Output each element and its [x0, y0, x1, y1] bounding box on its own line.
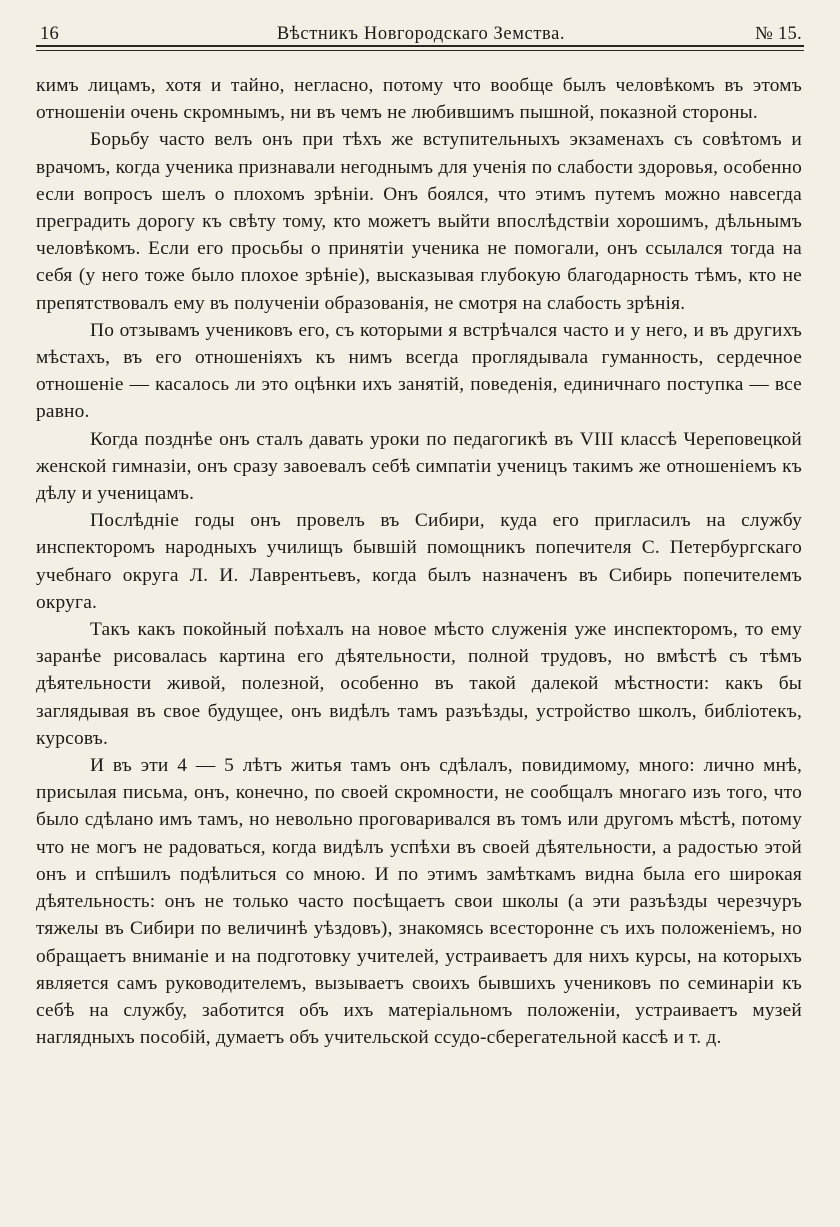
paragraph: Послѣдніе годы онъ провелъ въ Сибири, куда его пригласилъ на службу инспекторомъ народныхъ училищъ бывшій помощникъ попечителя С. Петербургскаго учебнаго округа Л. И. Лаврентьевъ, когда былъ назначенъ въ Сибирь попечителемъ округа.: [36, 510, 802, 613]
header-rule-thin: [36, 50, 804, 51]
paragraph: По отзывамъ учениковъ его, съ которыми я встрѣчался часто и у него, и въ другихъ мѣстахъ, въ его отношеніяхъ къ нимъ всегда проглядывала гуманность, сердечное отношеніе — касалось ли это оцѣнки ихъ занятій, поведенія, единичнаго поступка — все равно.: [36, 319, 802, 423]
journal-title: Вѣстникъ Новгородскаго Земства.: [276, 24, 566, 44]
header-rule-thick: [36, 45, 804, 47]
running-header: [40, 20, 802, 48]
issue-number: № 15.: [755, 24, 802, 44]
article-body: [36, 72, 802, 1051]
paragraph: Такъ какъ покойный поѣхалъ на новое мѣсто служенія уже инспекторомъ, то ему заранѣе рисовалась картина его дѣятельности, полной трудовъ, но вмѣстѣ съ тѣмъ дѣятельности живой, полезной, особенно въ такой далекой мѣстности: какъ бы заглядывая въ свое будущее, онъ видѣлъ тамъ разъѣзды, устройство школъ, библіотекъ, курсовъ.: [36, 619, 802, 749]
page-number: 16: [40, 24, 60, 44]
paragraph: И въ эти 4 — 5 лѣтъ житья тамъ онъ сдѣлалъ, повидимому, много: лично мнѣ, присылая письма, онъ, конечно, по своей скромности, не сообщалъ многаго изъ того, что было сдѣлано имъ тамъ, но невольно проговаривался въ томъ или другомъ мѣстѣ, потому что не могъ не радоваться, когда видѣлъ успѣхи въ своей дѣятельности, а радостью этой онъ и спѣшилъ подѣлиться со мною. И по этимъ замѣткамъ видна была его широкая дѣятельность: онъ не только часто посѣщаетъ свои школы (а эти разъѣзды черезчуръ тяжелы въ Сибири по величинѣ уѣздовъ), знакомясь всесторонне съ ихъ положеніемъ, но обращаетъ вниманіе и на подготовку учителей, устраиваетъ для нихъ курсы, на которыхъ является самъ руководителемъ, вызываетъ своихъ бывшихъ учениковъ по семинаріи къ себѣ на службу, заботится объ ихъ матеріальномъ положеніи, устраиваетъ музей наглядныхъ пособій, думаетъ объ учительской ссудо-сберегательной кассѣ и т. д.: [36, 755, 802, 1049]
paragraph: Когда позднѣе онъ сталъ давать уроки по педагогикѣ въ VIII классѣ Череповецкой женской гимназіи, онъ сразу завоевалъ себѣ симпатіи ученицъ такимъ же отношеніемъ къ дѣлу и ученицамъ.: [36, 428, 802, 505]
paragraph: Борьбу часто велъ онъ при тѣхъ же вступительныхъ экзаменахъ съ совѣтомъ и врачомъ, когда ученика признавали негоднымъ для ученія по слабости здоровья, особенно если вопросъ шелъ о плохомъ зрѣніи. Онъ боялся, что этимъ путемъ можно навсегда преградить дорогу къ свѣту тому, кто можетъ выйти впослѣдствіи хорошимъ, дѣльнымъ человѣкомъ. Если его просьбы о принятіи ученика не помогали, онъ ссылался тогда на себя (у него тоже было плохое зрѣніе), высказывая глубокую благодарность тѣмъ, кто не препятствовалъ ему въ полученіи образованія, не смотря на слабость зрѣнія.: [36, 129, 802, 314]
paragraph-continuation: кимъ лицамъ, хотя и тайно, негласно, потому что вообще былъ человѣкомъ въ этомъ отношеніи очень скромнымъ, ни въ чемъ не любившимъ пышной, показной стороны.: [36, 75, 802, 124]
